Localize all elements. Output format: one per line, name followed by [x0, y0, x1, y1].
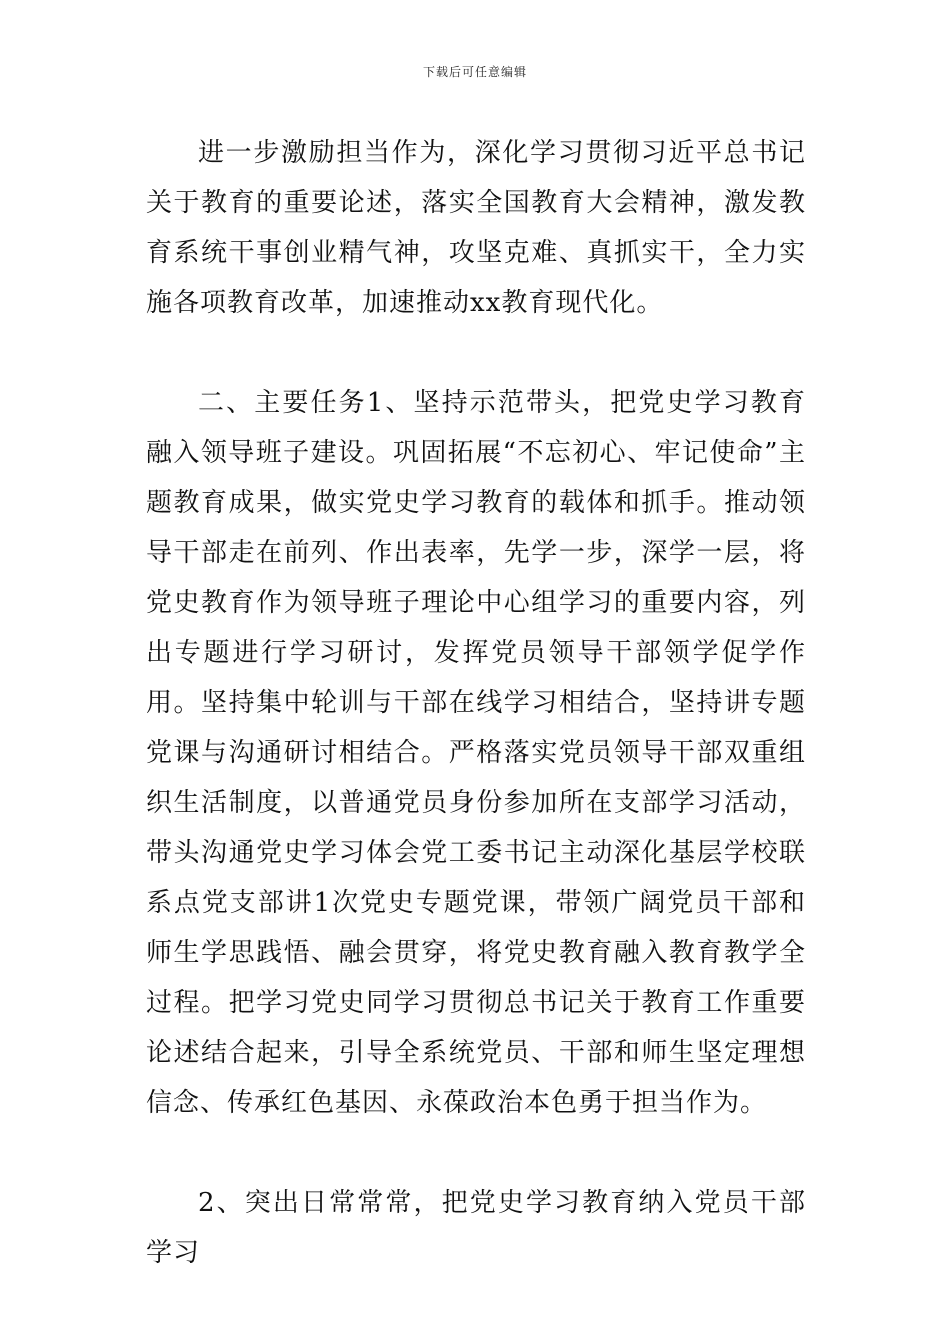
- paragraph-gap: [146, 328, 806, 378]
- paragraph-task-2: 2、突出日常常常，把党史学习教育纳入党员干部学习: [146, 1188, 806, 1268]
- document-body: [146, 128, 806, 1278]
- page-header: 下载后可任意编辑: [422, 65, 527, 79]
- paragraph-intro: 进一步激励担当作为，深化学习贯彻习近平总书记关于教育的重要论述，落实全国教育大会精神，激发教育系统干事创业精气神，攻坚克难、真抓实干，全力实施各项教育改革，加速推动xx教育现代化。: [146, 138, 806, 318]
- paragraph-gap: [146, 1128, 806, 1178]
- paragraph-main-tasks: 二、主要任务1、坚持示范带头，把党史学习教育融入领导班子建设。巩固拓展“不忘初心、牢记使命”主题教育成果，做实党史学习教育的载体和抓手。推动领导干部走在前列、作出表率，先学一步，深学一层，将党史教育作为领导班子理论中心组学习的重要内容，列出专题进行学习研讨，发挥党员领导干部领学促学作用。坚持集中轮训与干部在线学习相结合，坚持讲专题党课与沟通研讨相结合。严格落实党员领导干部双重组织生活制度，以普通党员身份参加所在支部学习活动，带头沟通党史学习体会党工委书记主动深化基层学校联系点党支部讲1次党史专题党课，带领广阔党员干部和师生学思践悟、融会贯穿，将党史教育融入教育教学全过程。把学习党史同学习贯彻总书记关于教育工作重要论述结合起来，引导全系统党员、干部和师生坚定理想信念、传承红色基因、永葆政治本色勇于担当作为。: [146, 388, 806, 1118]
